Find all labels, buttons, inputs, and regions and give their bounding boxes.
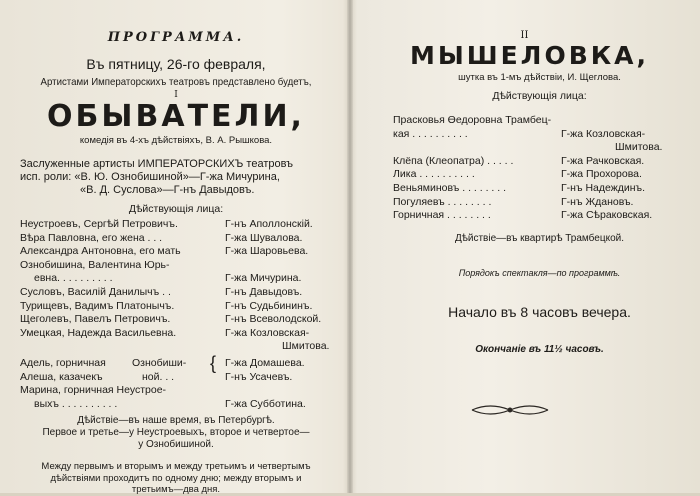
play-subtitle-myshelovka: шутка въ 1-мъ дѣйствіи, И. Щеглова. — [458, 72, 621, 83]
cast-role: Лика . . . . . . . . . . — [393, 168, 475, 181]
cast-role: кая . . . . . . . . . . — [393, 127, 468, 140]
cast-role: Неустроевъ, Сергѣй Петровичъ. — [20, 218, 178, 230]
interval-line: третьимъ—два дня. — [131, 484, 221, 496]
cast-actor: Г-жа Шаровьева. — [225, 245, 309, 258]
interval-line: дѣйствіями проходитъ по одному дню; между вторымъ и — [50, 472, 302, 484]
cast-role: Клёпа (Клеопатра) . . . . . — [393, 154, 514, 167]
cast-actor: Г-жа Сѣраковская. — [561, 209, 653, 222]
cast-row — [20, 218, 332, 232]
play-number-2: II — [520, 30, 529, 41]
cast-role: Сусловъ, Василій Данилычъ . . — [20, 285, 171, 298]
cast-row — [20, 371, 332, 385]
cast-actor: Г-нъ Давыдовъ. — [225, 285, 303, 298]
cast-actor: Г-жа Козловская- — [561, 127, 646, 140]
honor-line-1: Заслуженные артисты ИМПЕРАТОРСКИХЪ театровъ — [20, 158, 293, 170]
cast-row — [20, 313, 332, 327]
cast-role: Погуляевъ . . . . . . . . — [393, 195, 492, 208]
honor-note — [20, 158, 332, 197]
cast-actor: Г-жа Субботина. — [225, 397, 306, 410]
cast-list-1 — [20, 218, 332, 411]
cast-role: Прасковья Өедоровна Трамбец- — [393, 114, 552, 126]
cast-row — [20, 340, 332, 354]
cast-actor: Г-жа Мичурина. — [225, 272, 302, 285]
cast-role: Ознобишина, Валентина Юрь- — [20, 258, 170, 271]
cast-role-shared: ной. . . — [142, 370, 175, 383]
honor-line-3: «В. Д. Суслова»—Г-нъ Давыдовъ. — [80, 184, 255, 196]
start-time: Начало въ 8 часовъ вечера. — [448, 303, 631, 320]
dramatis-heading-2: Дѣйствующія лица: — [492, 90, 587, 102]
play-subtitle-obyvateli: комедія въ 4-хъ дѣйствіяхъ, В. А. Рышкова. — [79, 135, 273, 146]
cast-row — [20, 352, 332, 373]
cast-row — [20, 327, 332, 341]
cast-actor: Г-нъ Судьбининъ. — [225, 299, 313, 312]
cast-role: Турищевъ, Вадимъ Платонычъ. — [20, 299, 175, 312]
cast-row — [393, 128, 686, 142]
cast-row — [20, 272, 332, 286]
cast-row — [393, 168, 686, 182]
cast-row — [20, 398, 332, 412]
interval-note — [20, 461, 332, 496]
cast-row — [393, 155, 686, 169]
cast-row — [393, 182, 686, 196]
cast-actor: Г-жа Домашева. — [225, 356, 305, 369]
interval-line: Между первымъ и вторымъ и между третьимъ и четвертымъ — [41, 461, 311, 473]
cast-role: выхъ . . . . . . . . . . — [34, 397, 118, 410]
cast-role: Вѣра Павловна, его жена . . . — [20, 231, 163, 244]
cast-row — [393, 141, 686, 155]
cast-row — [20, 384, 332, 398]
cast-role: Марина, горничная Неустрое- — [20, 384, 167, 397]
cast-role-shared: Ознобиши- — [132, 356, 187, 369]
cast-actor: Шмитова. — [615, 141, 663, 154]
setting-line: Первое и третье—у Неустроевыхъ, второе и четвертое— — [42, 427, 310, 439]
cast-row — [20, 259, 332, 273]
program-title: ПРОГРАММА. — [107, 30, 245, 45]
cast-role: Адель, горничная — [20, 356, 106, 369]
cast-actor: Г-жа Рачковская. — [561, 154, 645, 167]
ornament-flourish — [470, 400, 550, 420]
cast-list-2 — [393, 114, 686, 223]
play-title-myshelovka: МЫШЕЛОВКА, — [409, 41, 650, 70]
cast-row — [393, 114, 686, 128]
setting-note-2: Дѣйствіе—въ квартирѣ Трамбецкой. — [454, 232, 625, 244]
cast-role: Александра Антоновна, его мать — [20, 245, 181, 258]
setting-note-1 — [20, 415, 332, 451]
cast-actor: Г-жа Шувалова. — [225, 231, 303, 244]
dramatis-heading-1: Дѣйствующія лица: — [128, 203, 224, 215]
cast-actor: Шмитова. — [282, 340, 330, 353]
artists-line: Артистами Императорскихъ театровъ представлено будетъ, — [40, 76, 312, 88]
cast-row — [393, 196, 686, 210]
date-line: Въ пятницу, 26-го февраля, — [86, 56, 266, 72]
cast-role: Веньяминовъ . . . . . . . . — [393, 181, 506, 194]
brace-mark: { — [210, 352, 217, 373]
cast-actor: Г-нъ Аполлонскій. — [225, 218, 313, 230]
end-time: Окончаніе въ 11½ часовъ. — [475, 343, 604, 355]
cast-actor: Г-жа Козловская- — [225, 326, 310, 339]
setting-line: у Ознобишиной. — [138, 439, 214, 451]
cast-actor: Г-нъ Надеждинъ. — [561, 181, 646, 194]
cast-role: евна. . . . . . . . . . — [34, 272, 113, 285]
cast-row — [20, 232, 332, 246]
play-number-1: I — [174, 90, 178, 100]
cast-role: Алеша, казачекъ — [20, 370, 103, 383]
cast-actor: Г-нъ Усачевъ. — [225, 370, 293, 383]
cast-row — [393, 209, 686, 223]
play-title-obyvateli: ОБЫВАТЕЛИ, — [47, 99, 305, 134]
cast-role: Щеголевъ, Павелъ Петровичъ. — [20, 313, 171, 326]
cast-role: Умецкая, Надежда Васильевна. — [20, 326, 177, 339]
cast-actor: Г-нъ Всеволодской. — [225, 313, 322, 326]
left-page — [0, 0, 348, 496]
cast-row — [20, 300, 332, 314]
setting-line: Дѣйствіе—въ наше время, въ Петербургѣ. — [77, 415, 275, 427]
performance-order: Порядокъ спектакля—по программѣ. — [458, 267, 621, 278]
cast-role: Горничная . . . . . . . . — [393, 209, 491, 222]
cast-row — [20, 245, 332, 259]
honor-line-2: исп. роли: «В. Ю. Ознобишиной»—Г-жа Мичурина, — [20, 171, 280, 183]
cast-actor: Г-нъ Ждановъ. — [561, 195, 634, 208]
cast-actor: Г-жа Прохорова. — [561, 168, 642, 181]
cast-row — [20, 286, 332, 300]
right-page — [353, 0, 700, 493]
